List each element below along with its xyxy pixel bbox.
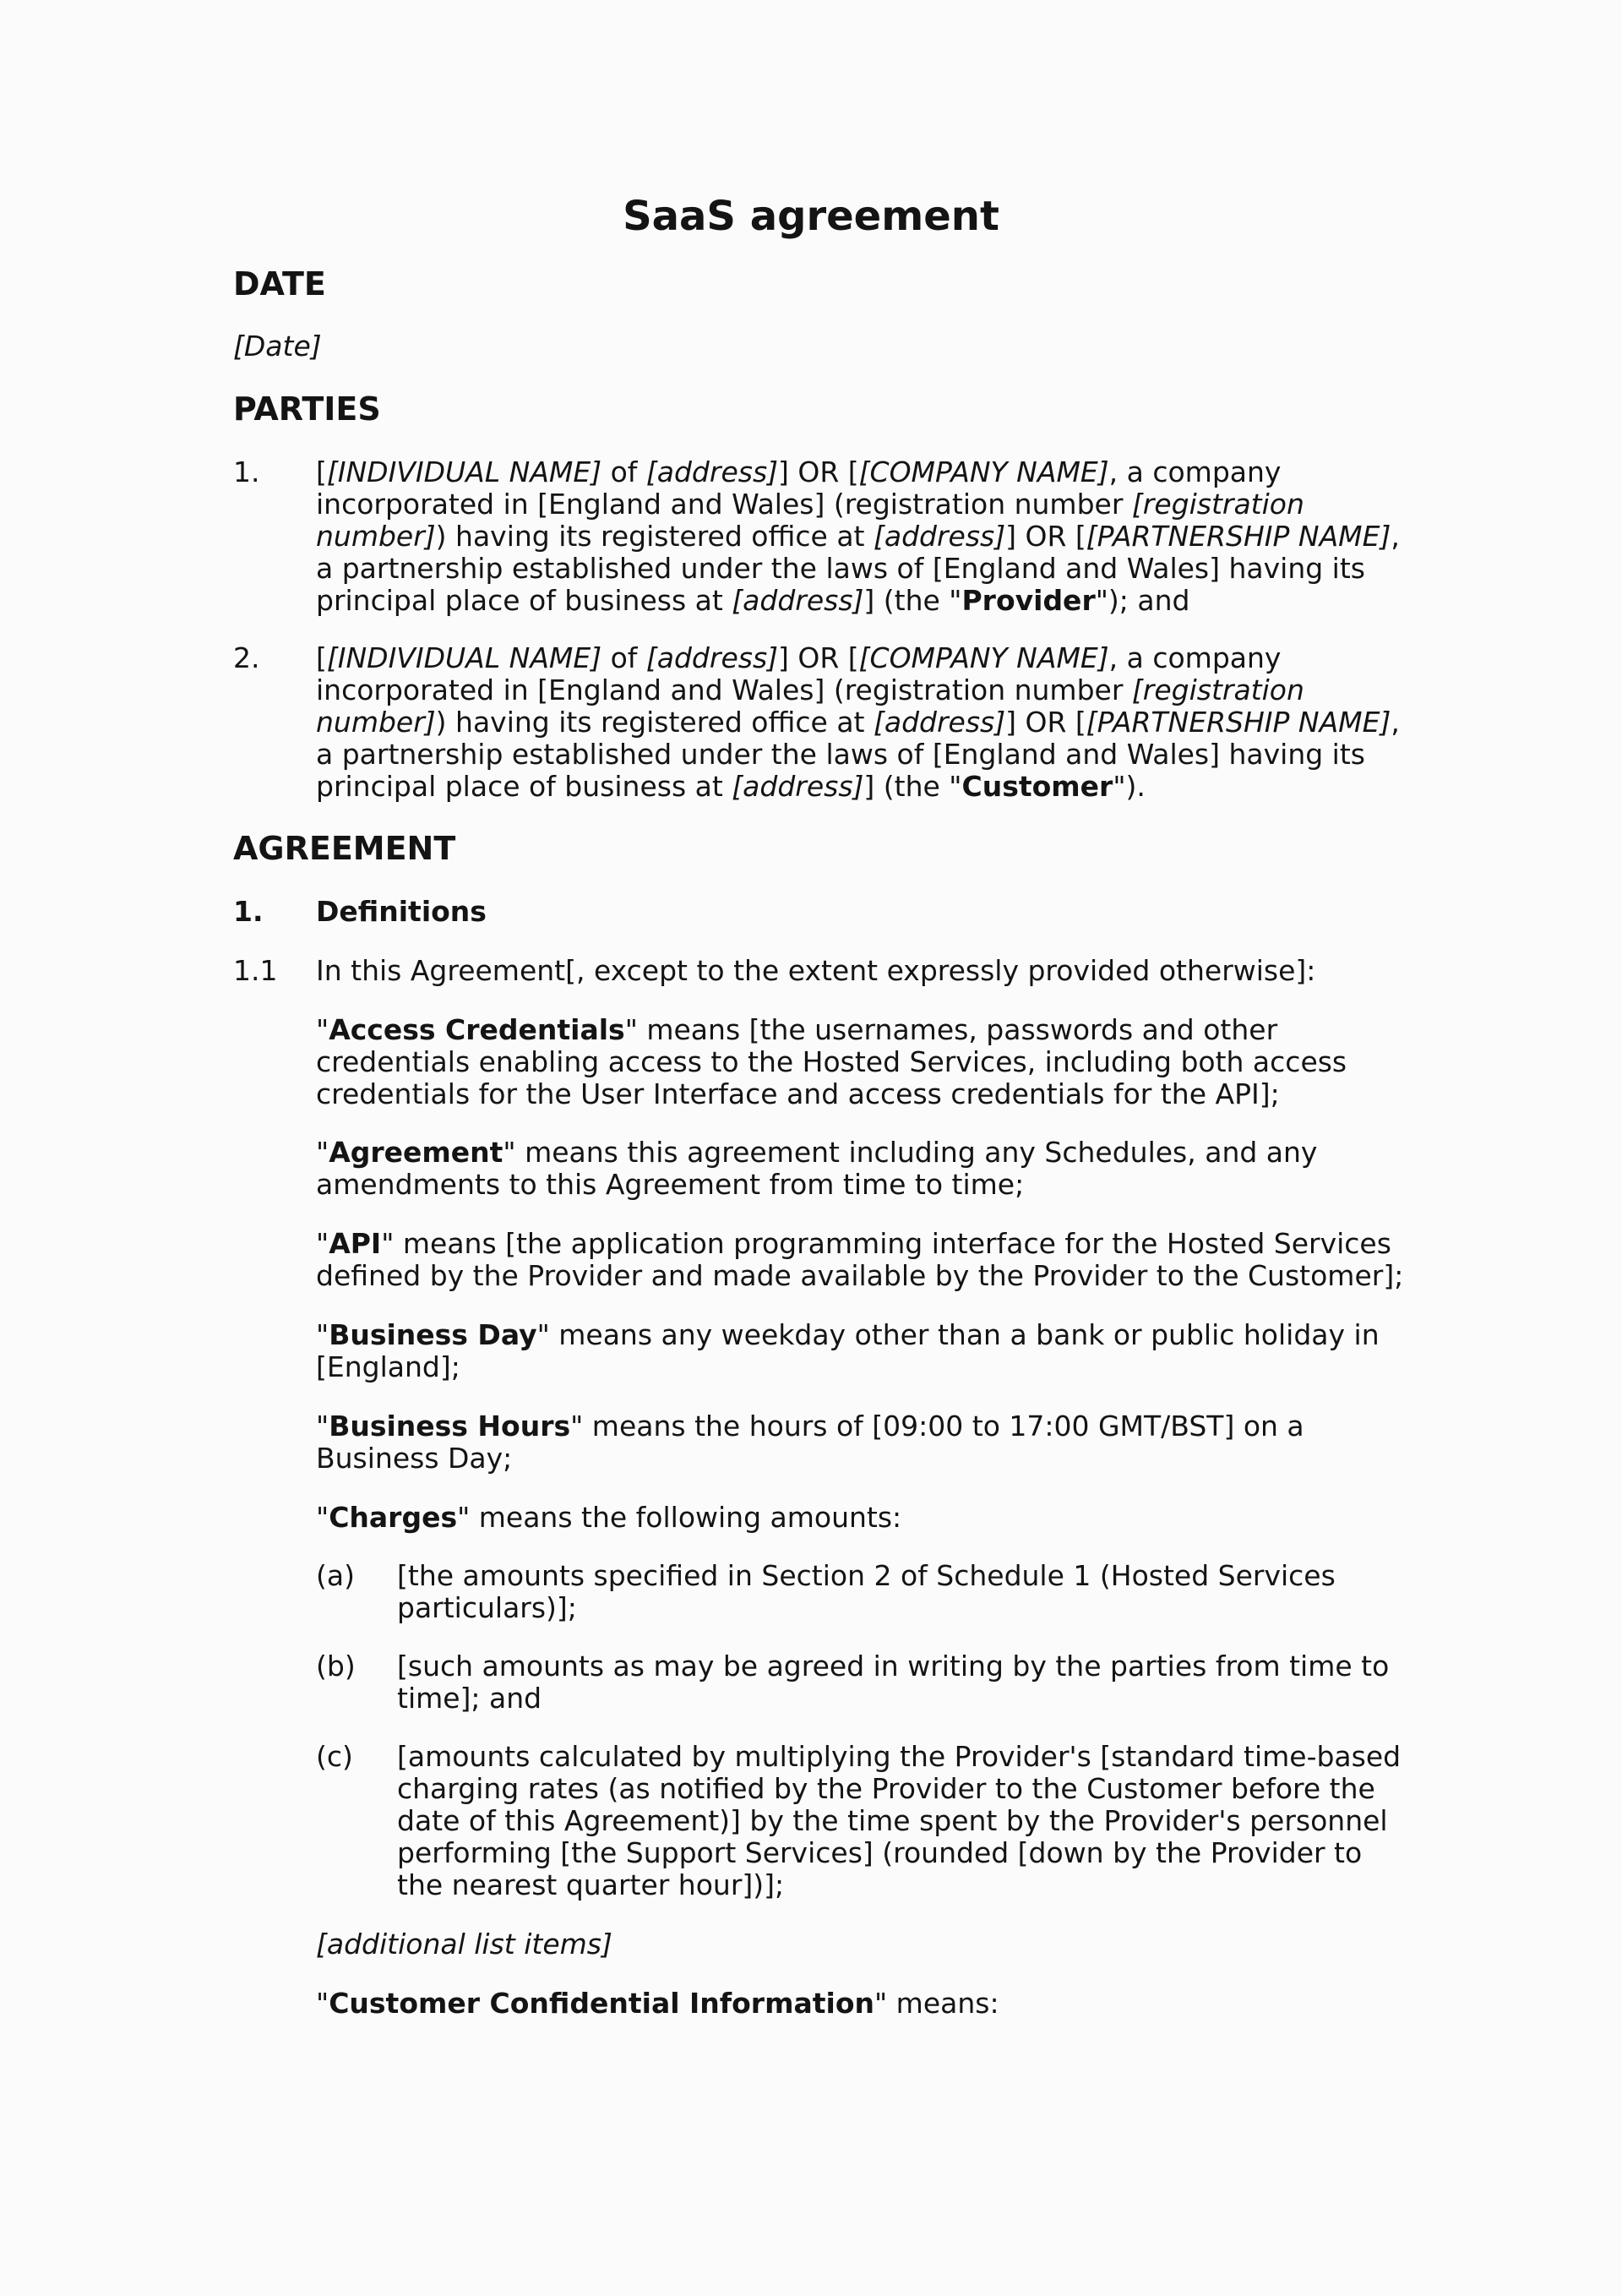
list-item: [the amounts specified in Section 2 of Schedule 1 (Hosted Services particulars)]; [397, 1559, 1336, 1624]
list-item-label: (c) [316, 1740, 353, 1773]
definition-charges: "Charges" means the following amounts: [316, 1501, 902, 1534]
clause-text: In this Agreement[, except to the extent expressly provided otherwise]: [316, 954, 1316, 987]
definition-customer-confidential-information: "Customer Confidential Information" means: [316, 1987, 999, 2020]
section-number: 1. [233, 895, 264, 928]
definition-business-day: "Business Day" means any weekday other than a bank or public holiday in [England]; [316, 1318, 1380, 1383]
clause-number: 1.1 [233, 954, 278, 987]
definition-access-credentials: "Access Credentials" means [the usernames, passwords and other credentials enabling access to the Hosted Services, including both access credentials for the User Interface and access credentials for the API]; [316, 1013, 1347, 1110]
date-heading: DATE [233, 265, 326, 303]
section-title: Definitions [316, 895, 487, 928]
agreement-heading: AGREEMENT [233, 830, 456, 867]
parties-heading: PARTIES [233, 390, 381, 428]
additional-items-note: [additional list items] [316, 1928, 612, 1961]
role-term: Provider [961, 584, 1096, 617]
list-item: [such amounts as may be agreed in writing by the parties from time to time]; and [397, 1650, 1390, 1715]
definition-business-hours: "Business Hours" means the hours of [09:00 to 17:00 GMT/BST] on a Business Day; [316, 1410, 1304, 1475]
document-title: SaaS agreement [623, 193, 999, 240]
definition-agreement: "Agreement" means this agreement including any Schedules, and any amendments to this Agreement from time to time; [316, 1136, 1318, 1201]
list-item-label: (a) [316, 1559, 355, 1592]
party-number: 2. [233, 641, 260, 674]
list-item: [amounts calculated by multiplying the Provider's [standard time-based charging rates (as notified by the Provider to the Customer before the date of this Agreement)] by the time spent by the Provider's personnel performing [the Support Services] (rounded [down by the Provider to the nearest quarter hour])]; [397, 1740, 1402, 1901]
party-number: 1. [233, 455, 260, 488]
list-item-label: (b) [316, 1650, 356, 1682]
party-paragraph: [[INDIVIDUAL NAME] of [address]] OR [[COMPANY NAME], a company incorporated in [England and Wales] (registration number [registration number]) having its registered office at [address]] OR [[PARTNERSHIP NAME], a partnership established under the laws of [England and Wales] having its principal place of business at [address]] (the "Customer"). [316, 641, 1400, 803]
definition-api: "API" means [the application programming interface for the Hosted Services defined by the Provider and made available by the Provider to the Customer]; [316, 1227, 1404, 1292]
party-paragraph: [[INDIVIDUAL NAME] of [address]] OR [[COMPANY NAME], a company incorporated in [England and Wales] (registration number [registration number]) having its registered office at [address]] OR [[PARTNERSHIP NAME], a partnership established under the laws of [England and Wales] having its principal place of business at [address]] (the "Provider"); and [316, 455, 1400, 617]
role-term: Customer [961, 770, 1113, 803]
date-placeholder: [Date] [233, 330, 322, 363]
